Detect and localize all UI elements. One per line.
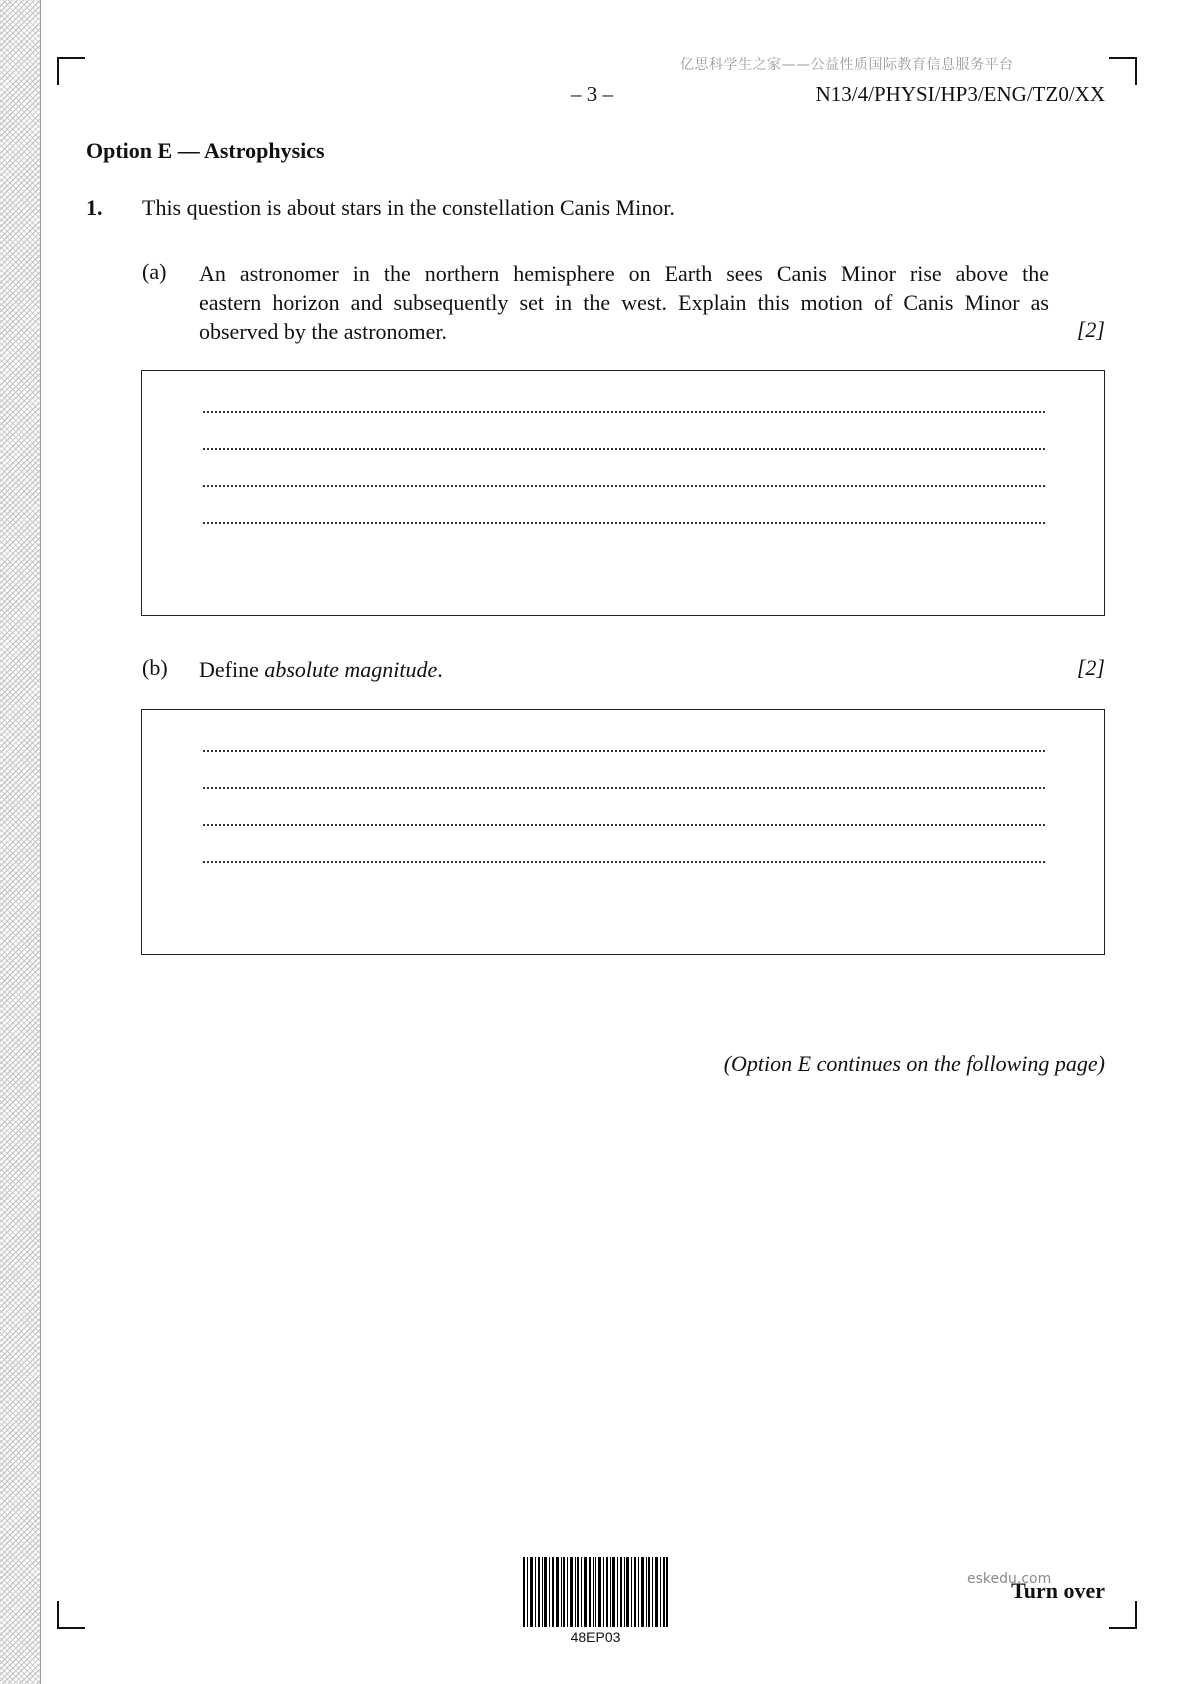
barcode-text: 48EP03	[570, 1629, 621, 1645]
crop-mark-bottom-right	[1109, 1601, 1137, 1629]
question-stem: This question is about stars in the constellation Canis Minor.	[142, 195, 675, 220]
answer-line[interactable]	[203, 448, 1045, 450]
part-b-marks: [2]	[1076, 655, 1105, 680]
page-edge-strip	[0, 0, 41, 1684]
continues-note: (Option E continues on the following page)	[723, 1051, 1105, 1076]
part-b-label: (b)	[142, 655, 168, 680]
turn-over-label: Turn over	[1011, 1578, 1105, 1603]
site-watermark: eskedu.com	[967, 1571, 1052, 1587]
part-a-line-2: eastern horizon and subsequently set in the west. Explain this motion of Canis Minor as	[199, 290, 1049, 315]
header-watermark: 亿思科学生之家——公益性质国际教育信息服务平台	[680, 57, 1014, 73]
part-b-text-before: Define	[199, 657, 265, 682]
answer-line[interactable]	[203, 522, 1045, 524]
part-a-marks: [2]	[1076, 317, 1105, 342]
part-a-label: (a)	[142, 259, 167, 284]
answer-line[interactable]	[203, 787, 1045, 789]
crop-mark-top-right	[1109, 57, 1137, 85]
part-a-line-1: An astronomer in the northern hemisphere on Earth sees Canis Minor rise above the	[199, 261, 1049, 286]
part-a-text	[199, 259, 1049, 346]
answer-line[interactable]	[203, 411, 1045, 413]
answer-line[interactable]	[203, 824, 1045, 826]
part-a-line-3: observed by the astronomer.	[199, 319, 448, 344]
answer-line[interactable]	[203, 485, 1045, 487]
answer-line[interactable]	[203, 750, 1045, 752]
crop-mark-bottom-left	[57, 1601, 85, 1629]
barcode	[523, 1557, 668, 1627]
crop-mark-top-left	[57, 57, 85, 85]
page-number: – 3 –	[571, 82, 613, 106]
part-a-answer-box[interactable]	[141, 370, 1105, 616]
answer-line[interactable]	[203, 861, 1045, 863]
part-b-text-after: .	[437, 657, 443, 682]
part-b-term: absolute magnitude	[264, 657, 438, 682]
part-b-text	[199, 655, 1049, 684]
part-b-answer-box[interactable]	[141, 709, 1105, 955]
paper-code: N13/4/PHYSI/HP3/ENG/TZ0/XX	[815, 82, 1105, 106]
question-number: 1.	[86, 195, 103, 220]
option-title: Option E — Astrophysics	[86, 138, 325, 163]
